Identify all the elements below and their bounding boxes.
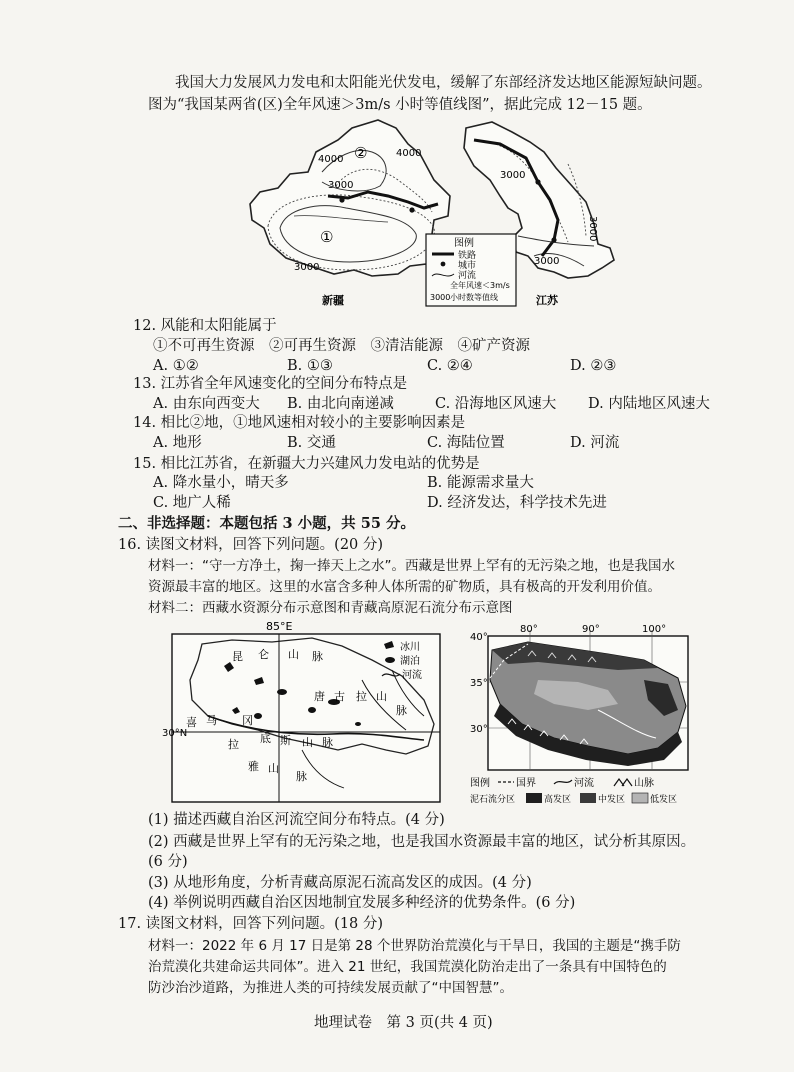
q16-sub3: (3) 从地形角度，分析青藏高原泥石流高发区的成因。(4 分): [148, 875, 532, 891]
legend-title: 图例: [470, 778, 490, 789]
wind-isoline-figure: [238, 116, 633, 314]
q16-material1-line2: 资源最丰富的地区。这里的水富含多种人体所需的矿物质，具有极高的开发利用价值。: [148, 579, 661, 595]
gangdise-char: 脉: [322, 736, 333, 749]
q15-stem: 15. 相比江苏省，在新疆大力兴建风力发电站的优势是: [133, 456, 480, 472]
mid-legend-swatch: [580, 793, 596, 803]
iso-label: 4000: [318, 154, 344, 165]
q14-option-a: A. 地形: [153, 435, 202, 451]
legend-title: 图例: [454, 238, 474, 249]
q16-material2: 材料二：西藏水资源分布示意图和青藏高原泥石流分布示意图: [148, 600, 513, 616]
low-legend-swatch: [632, 793, 648, 803]
lat-35-label: 35°: [470, 678, 488, 689]
kunlun-char: 山: [288, 648, 299, 661]
fig2-legend: [382, 640, 422, 681]
gangdise-char: 山: [302, 736, 313, 749]
q12-option-c: C. ②④: [427, 358, 473, 374]
q12-option-b: B. ①③: [287, 358, 333, 374]
legend-mountain: 山脉: [634, 778, 654, 789]
q14-option-b: B. 交通: [287, 435, 336, 451]
iso-label: 3000: [328, 180, 354, 191]
fig1-legend: [426, 234, 516, 306]
q12-option-d: D. ②③: [570, 358, 617, 374]
river-legend-symbol: [554, 780, 572, 784]
himalaya-char: 拉: [228, 738, 239, 751]
gangdise-char: 斯: [280, 734, 291, 747]
marker-1: ①: [320, 228, 334, 246]
xinjiang-label: 新疆: [322, 294, 344, 307]
lake-mark: [254, 713, 262, 719]
gangdise-char: 底: [260, 732, 271, 745]
q16-sub2-line1: (2) 西藏是世界上罕有的无污染之地，也是我国水资源最丰富的地区，试分析其原因。: [148, 834, 696, 850]
legend-border: 国界: [516, 778, 536, 789]
section-2-heading: 二、非选择题：本题包括 3 小题，共 55 分。: [118, 515, 415, 532]
lat-40-label: 40°: [470, 632, 488, 643]
himalaya-char: 山: [268, 762, 279, 775]
himalaya-char: 喜: [186, 716, 197, 729]
legend-mid: 中发区: [598, 795, 626, 805]
jiangsu-label: 江苏: [536, 294, 558, 307]
intro-line-1: 我国大力发展风力发电和太阳能光伏发电，缓解了东部经济发达地区能源短缺问题。: [175, 75, 712, 91]
legend-city: 城市: [458, 261, 477, 271]
lat-30-label: 30°: [470, 724, 488, 735]
q14-stem: 14. 相比②地，①地风速相对较小的主要影响因素是: [133, 415, 466, 431]
lon-90-label: 90°: [582, 624, 600, 635]
tanggula-char: 脉: [396, 704, 407, 717]
lat-30-label: 30°N: [162, 728, 188, 739]
legend-river: 河流: [458, 271, 477, 281]
tanggula-char: 山: [376, 690, 387, 703]
q16-material1-line1: 材料一：“守一方净土，掬一捧天上之水”。西藏是世界上罕有的无污染之地，也是我国水: [148, 558, 675, 574]
himalaya-char: 脉: [296, 770, 307, 783]
debris-flow-map: [468, 620, 694, 808]
legend-railway: 铁路: [458, 251, 477, 261]
q12-option-a: A. ①②: [153, 358, 199, 374]
lon-100-label: 100°: [642, 624, 667, 635]
iso-label: 3000: [587, 216, 598, 242]
legend-debris: 泥石流分区: [470, 795, 516, 805]
legend-iso-2: 小时数等值线: [450, 293, 498, 302]
lon-85-label: 85°E: [266, 620, 293, 633]
gangdise-char: 冈: [242, 714, 253, 727]
q17-stem: 17. 读图文材料，回答下列问题。(18 分): [118, 916, 384, 932]
q17-material1-line1: 材料一：2022 年 6 月 17 日是第 28 个世界防治荒漠化与干旱日，我国的主题是“携手防: [148, 938, 681, 954]
lake-legend-icon: [385, 657, 395, 663]
mountain-legend-symbol: [614, 779, 632, 786]
xinjiang-city: [339, 197, 344, 202]
legend-lake: 湖泊: [400, 656, 420, 667]
q16-sub4: (4) 举例说明西藏自治区因地制宜发展多种经济的优势条件。(6 分): [148, 895, 576, 911]
q13-option-d: D. 内陆地区风速大: [588, 396, 710, 412]
q12-stem: 12. 风能和太阳能属于: [133, 318, 277, 334]
lake-mark: [308, 707, 316, 713]
legend-glacier: 冰川: [400, 642, 420, 653]
kunlun-char: 仑: [258, 648, 269, 661]
lake-mark: [277, 689, 287, 695]
himalaya-char: 雅: [248, 760, 259, 773]
marker-2: ②: [354, 144, 368, 162]
jiangsu-city: [535, 179, 540, 184]
q13-stem: 13. 江苏省全年风速变化的空间分布特点是: [133, 376, 408, 392]
q15-option-b: B. 能源需求量大: [427, 475, 534, 491]
q16-sub2-line2: (6 分): [148, 854, 188, 870]
xinjiang-city: [409, 207, 414, 212]
city-legend-symbol: [441, 262, 446, 267]
tibet-water-map: [162, 620, 450, 804]
kunlun-char: 昆: [232, 650, 243, 663]
tanggula-char: 古: [334, 690, 345, 703]
himalaya-char: 马: [206, 714, 217, 727]
q15-option-a: A. 降水量小，晴天多: [153, 475, 289, 491]
q17-material1-line2: 治荒漠化共建命运共同体”。进入 21 世纪，我国荒漠化防治走出了一条具有中国特色的: [148, 959, 667, 975]
legend-river: 河流: [402, 670, 422, 681]
legend-iso-value: 3000: [430, 293, 451, 302]
high-legend-swatch: [526, 793, 542, 803]
tanggula-char: 拉: [356, 690, 367, 703]
lon-80-label: 80°: [520, 624, 538, 635]
page-footer: 地理试卷 第 3 页(共 4 页): [314, 1015, 493, 1031]
lake-mark: [355, 722, 361, 726]
q17-material1-line3: 防沙治沙道路，为推进人类的可持续发展贡献了“中国智慧”。: [148, 980, 513, 996]
iso-label: 3000: [534, 256, 560, 267]
q16-stem: 16. 读图文材料，回答下列问题。(20 分): [118, 537, 384, 553]
q15-option-d: D. 经济发达，科学技术先进: [427, 495, 607, 511]
legend-low: 低发区: [650, 795, 678, 805]
q14-option-c: C. 海陆位置: [427, 435, 505, 451]
kunlun-char: 脉: [312, 650, 323, 663]
fig3-legend: [470, 776, 677, 805]
q13-option-a: A. 由东向西变大: [153, 396, 260, 412]
q14-option-d: D. 河流: [570, 435, 620, 451]
q16-sub1: (1) 描述西藏自治区河流空间分布特点。(4 分): [148, 812, 445, 828]
legend-high: 高发区: [544, 795, 572, 805]
legend-iso-1: 全年风速＜3m/s: [450, 281, 510, 290]
iso-label: 4000: [396, 148, 422, 159]
legend-river: 河流: [574, 778, 594, 789]
iso-label: 3000: [500, 170, 526, 181]
q15-option-c: C. 地广人稀: [153, 495, 231, 511]
q13-option-b: B. 由北向南递减: [287, 396, 394, 412]
intro-line-2: 图为“我国某两省(区)全年风速＞3m/s 小时等值线图”，据此完成 12－15 题。: [148, 97, 652, 113]
q13-option-c: C. 沿海地区风速大: [435, 396, 557, 412]
tanggula-char: 唐: [314, 690, 325, 703]
jiangsu-city: [551, 237, 556, 242]
q12-items: ①不可再生资源 ②可再生资源 ③清洁能源 ④矿产资源: [153, 338, 530, 354]
iso-label: 3000: [294, 262, 320, 273]
